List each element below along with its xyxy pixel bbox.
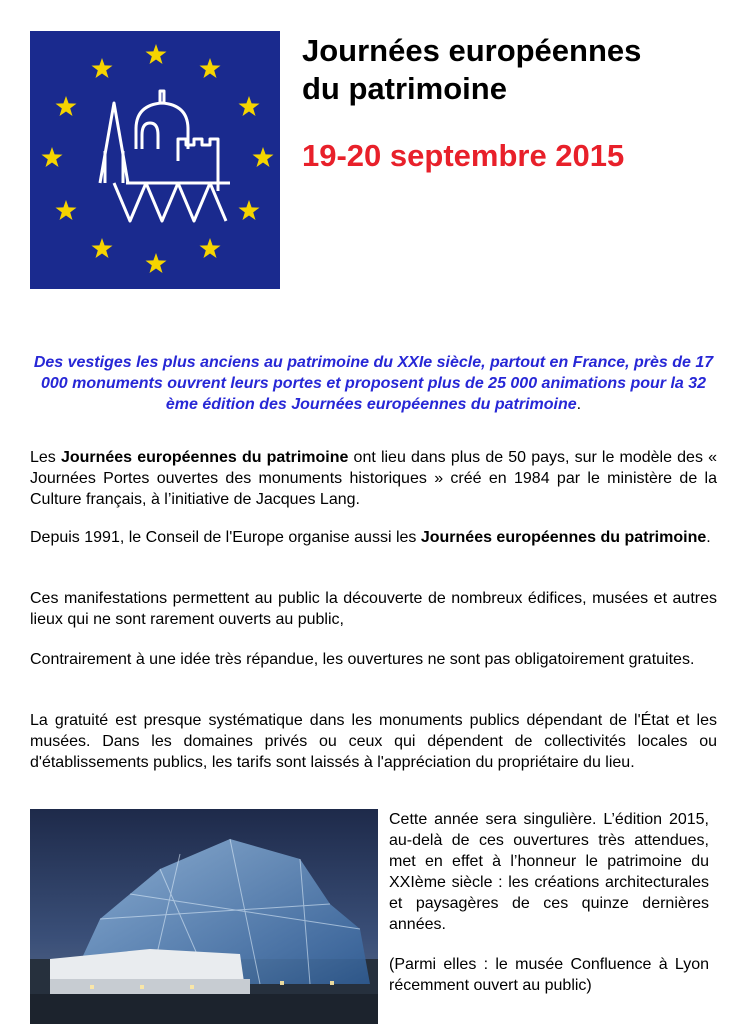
- sidebar-text-1: Cette année sera singulière. L’édition 2015, au-delà de ces ouvertures très attendues, met en effet à l’honneur le patrimoine du XXIème siècle : les créations architecturales et paysagères de ces quinze dernières années.: [389, 811, 709, 933]
- star-ring: [42, 44, 274, 273]
- paragraph-5: La gratuité est presque systématique dans les monuments publics dépendant de l'État et les musées. Dans les domaines privés ou ceux qui dépendent de collectivités locales ou d'établissements publics, les tarifs sont laissés à l'appréciation du propriétaire du lieu.: [30, 712, 717, 771]
- title-line-1: Journées européennes: [302, 33, 642, 68]
- sidebar-text-2: (Parmi elles : le musée Confluence à Lyon récemment ouvert au public): [389, 956, 709, 994]
- paragraph-1: [30, 447, 717, 510]
- page-title: [302, 32, 722, 108]
- p1-text-pre: Les: [30, 449, 61, 466]
- monument-outline: [100, 91, 230, 221]
- intro-paragraph: [30, 352, 717, 415]
- intro-text: Des vestiges les plus anciens au patrimoine du XXIe siècle, partout en France, près de 17 000 monuments ouvrent leurs portes et proposent plus de 25 000 animations pour la 32 ème édition des Journées européennes du patrimoine: [33, 354, 714, 413]
- event-dates: 19-20 septembre 2015: [302, 138, 625, 173]
- p1-bold: Journées européennes du patrimoine: [60, 449, 349, 466]
- paragraph-2: [30, 527, 717, 548]
- photo-illustration: [30, 809, 378, 1024]
- heritage-days-logo: [30, 31, 280, 289]
- title-line-2: du patrimoine: [302, 71, 507, 106]
- p1-text-post: ont lieu dans plus de 50 pays, sur le modèle des « Journées Portes ouvertes des monuments historiques » créé en 1984 par le ministère de la Culture français, à l’initiative de Jacques Lang.: [30, 449, 717, 508]
- paragraph-4: Contrairement à une idée très répandue, les ouvertures ne sont pas obligatoirement gratuites.: [30, 651, 695, 668]
- p2-text-post: .: [706, 529, 711, 546]
- logo-graphic: [30, 31, 280, 289]
- p2-text-pre: Depuis 1991, le Conseil de l'Europe organise aussi les: [30, 529, 421, 546]
- paragraph-3: Ces manifestations permettent au public la découverte de nombreux édifices, musées et autres lieux qui ne sont rarement ouverts au public,: [30, 590, 717, 628]
- museum-photo: [30, 809, 378, 1024]
- intro-period: .: [576, 396, 582, 413]
- p2-bold: Journées européennes du patrimoine: [420, 529, 707, 546]
